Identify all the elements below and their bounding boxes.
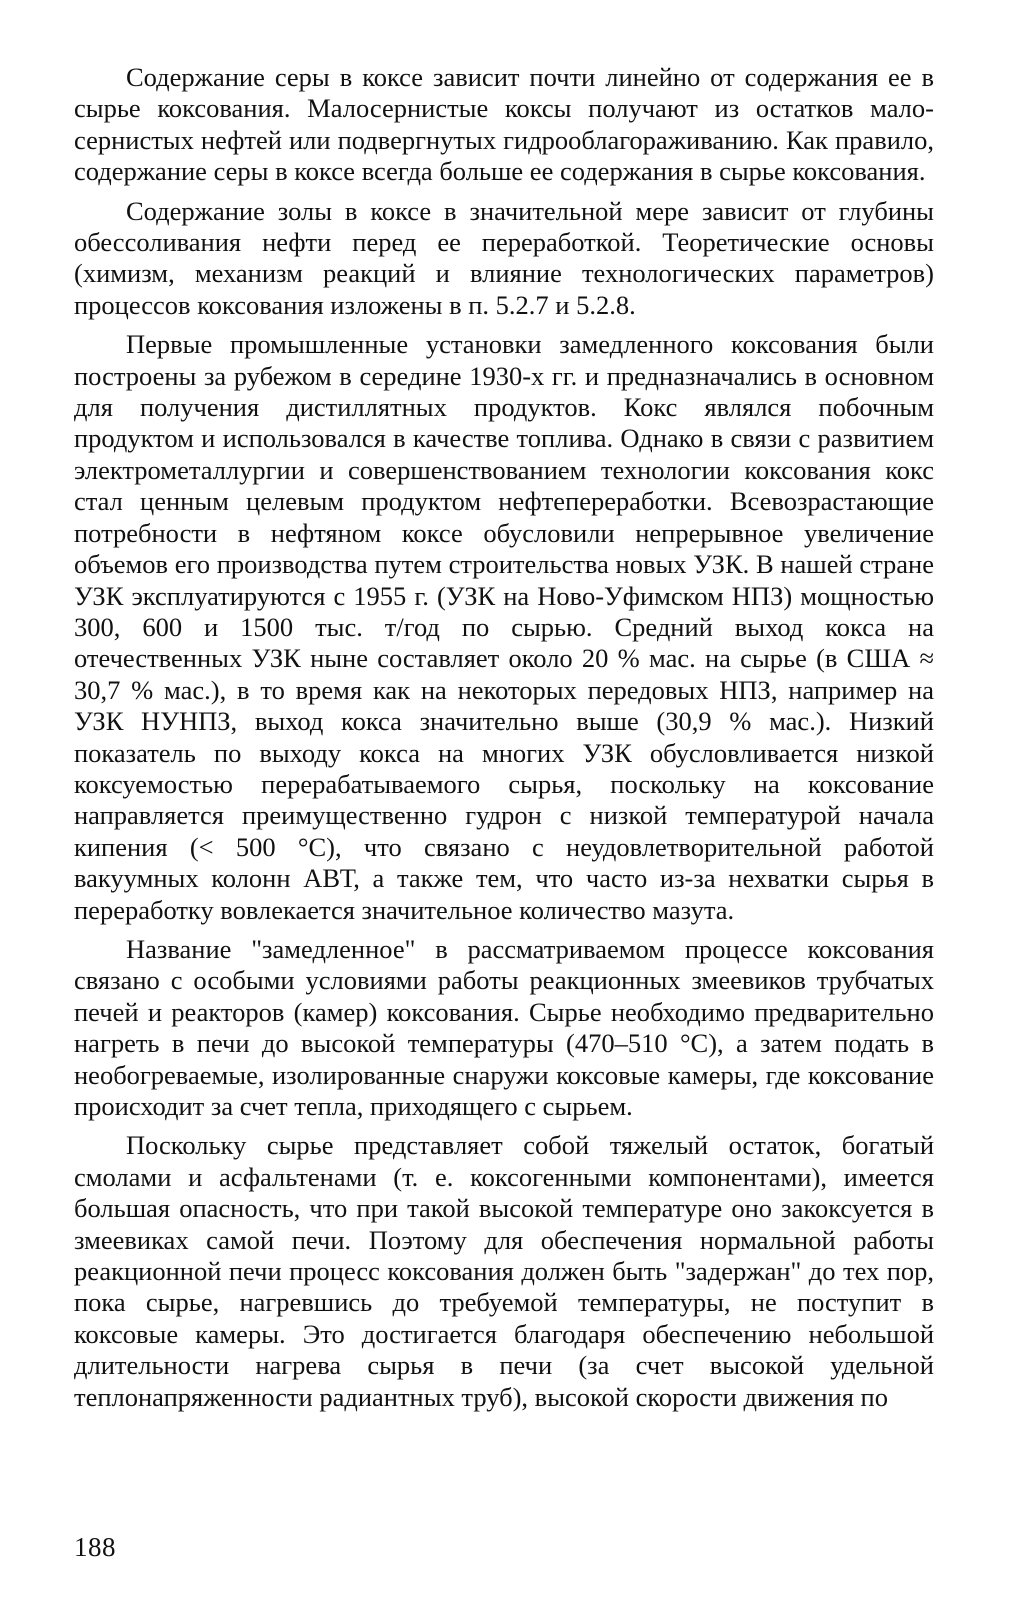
paragraph-delayed-name-meaning: Название "замедленное" в рассматриваемом процессе коксования связано с особыми условиями работы реакционных змеевиков трубчатых печей и реакторов (камер) коксования. Сырье необходимо предварительно нагреть в печи до высокой температуры (470–510 °C), а затем подать в необогреваемые, изолированные снаружи коксовые камеры, где коксование происходит за счет тепла, приходящего с сырьем. (74, 933, 934, 1121)
paragraph-delayed-coking-history: Первые промышленные установки замедленного коксования были построены за рубежом в середине 1930-х гг. и предназначались в основном для получения дистиллятных продуктов. Кокс являлся побочным продуктом и использовался в качестве топлива. Однако в связи с развитием электрометаллургии и совершенствованием технологии коксования кокс стал ценным целевым продуктом нефтепереработки. Всевозрастающие потребности в нефтяном коксе обусловили непрерывное увеличение объемов его производства путем строительства новых УЗК. В нашей стране УЗК эксплуатируются с 1955 г. (УЗК на Ново-Уфимском НПЗ) мощностью 300, 600 и 1500 тыс. т/год по сырью. Средний выход кокса на отечественных УЗК ныне составляет около 20 % мас. на сырье (в США ≈ 30,7 % мас.), в то время как на некоторых передовых НПЗ, например на УЗК НУНПЗ, выход кокса значительно выше (30,9 % мас.). Низкий показатель по выходу кокса на многих УЗК обусловливается низкой коксуемостью перерабатываемого сырья, поскольку на коксование направляется преимущественно гудрон с низкой температурой начала кипения (< 500 °C), что связано с неудовлетворительной работой вакуумных колонн АВТ, а также тем, что часто из-за нехватки сырья в переработку вовлекается значительное количество мазута. (74, 329, 934, 925)
page-number: 188 (74, 1532, 116, 1562)
paragraph-ash-content: Содержание золы в коксе в значительной мере зависит от глубины обессоливания нефти перед ее переработкой. Теоретические основы (химизм, механизм реакций и влияние технологических параметров) процессов коксования изложены в п. 5.2.7 и 5.2.8. (74, 195, 934, 320)
paragraph-sulfur-content: Содержание серы в коксе зависит почти линейно от содержания ее в сырье коксования. Малосернистые коксы получают из остатков малосернистых нефтей или подвергнутых гидрооблагораживанию. Как правило, содержание серы в коксе всегда больше ее содержания в сырье коксования. (74, 62, 934, 187)
paragraph-coking-in-furnace-risk: Поскольку сырье представляет собой тяжелый остаток, богатый смолами и асфальтенами (т. е. коксогенными компонентами), имеется большая опасность, что при такой высокой температуре оно закоксуется в змеевиках самой печи. Поэтому для обеспечения нормальной работы реакционной печи процесс коксования должен быть "задержан" до тех пор, пока сырье, нагревшись до требуемой температуры, не поступит в коксовые камеры. Это достигается благодаря обеспечению небольшой длительности нагрева сырья в печи (за счет высокой удельной теплонапряженности радиантных труб), высокой скорости движения по (74, 1130, 934, 1412)
page-body (74, 62, 934, 1421)
